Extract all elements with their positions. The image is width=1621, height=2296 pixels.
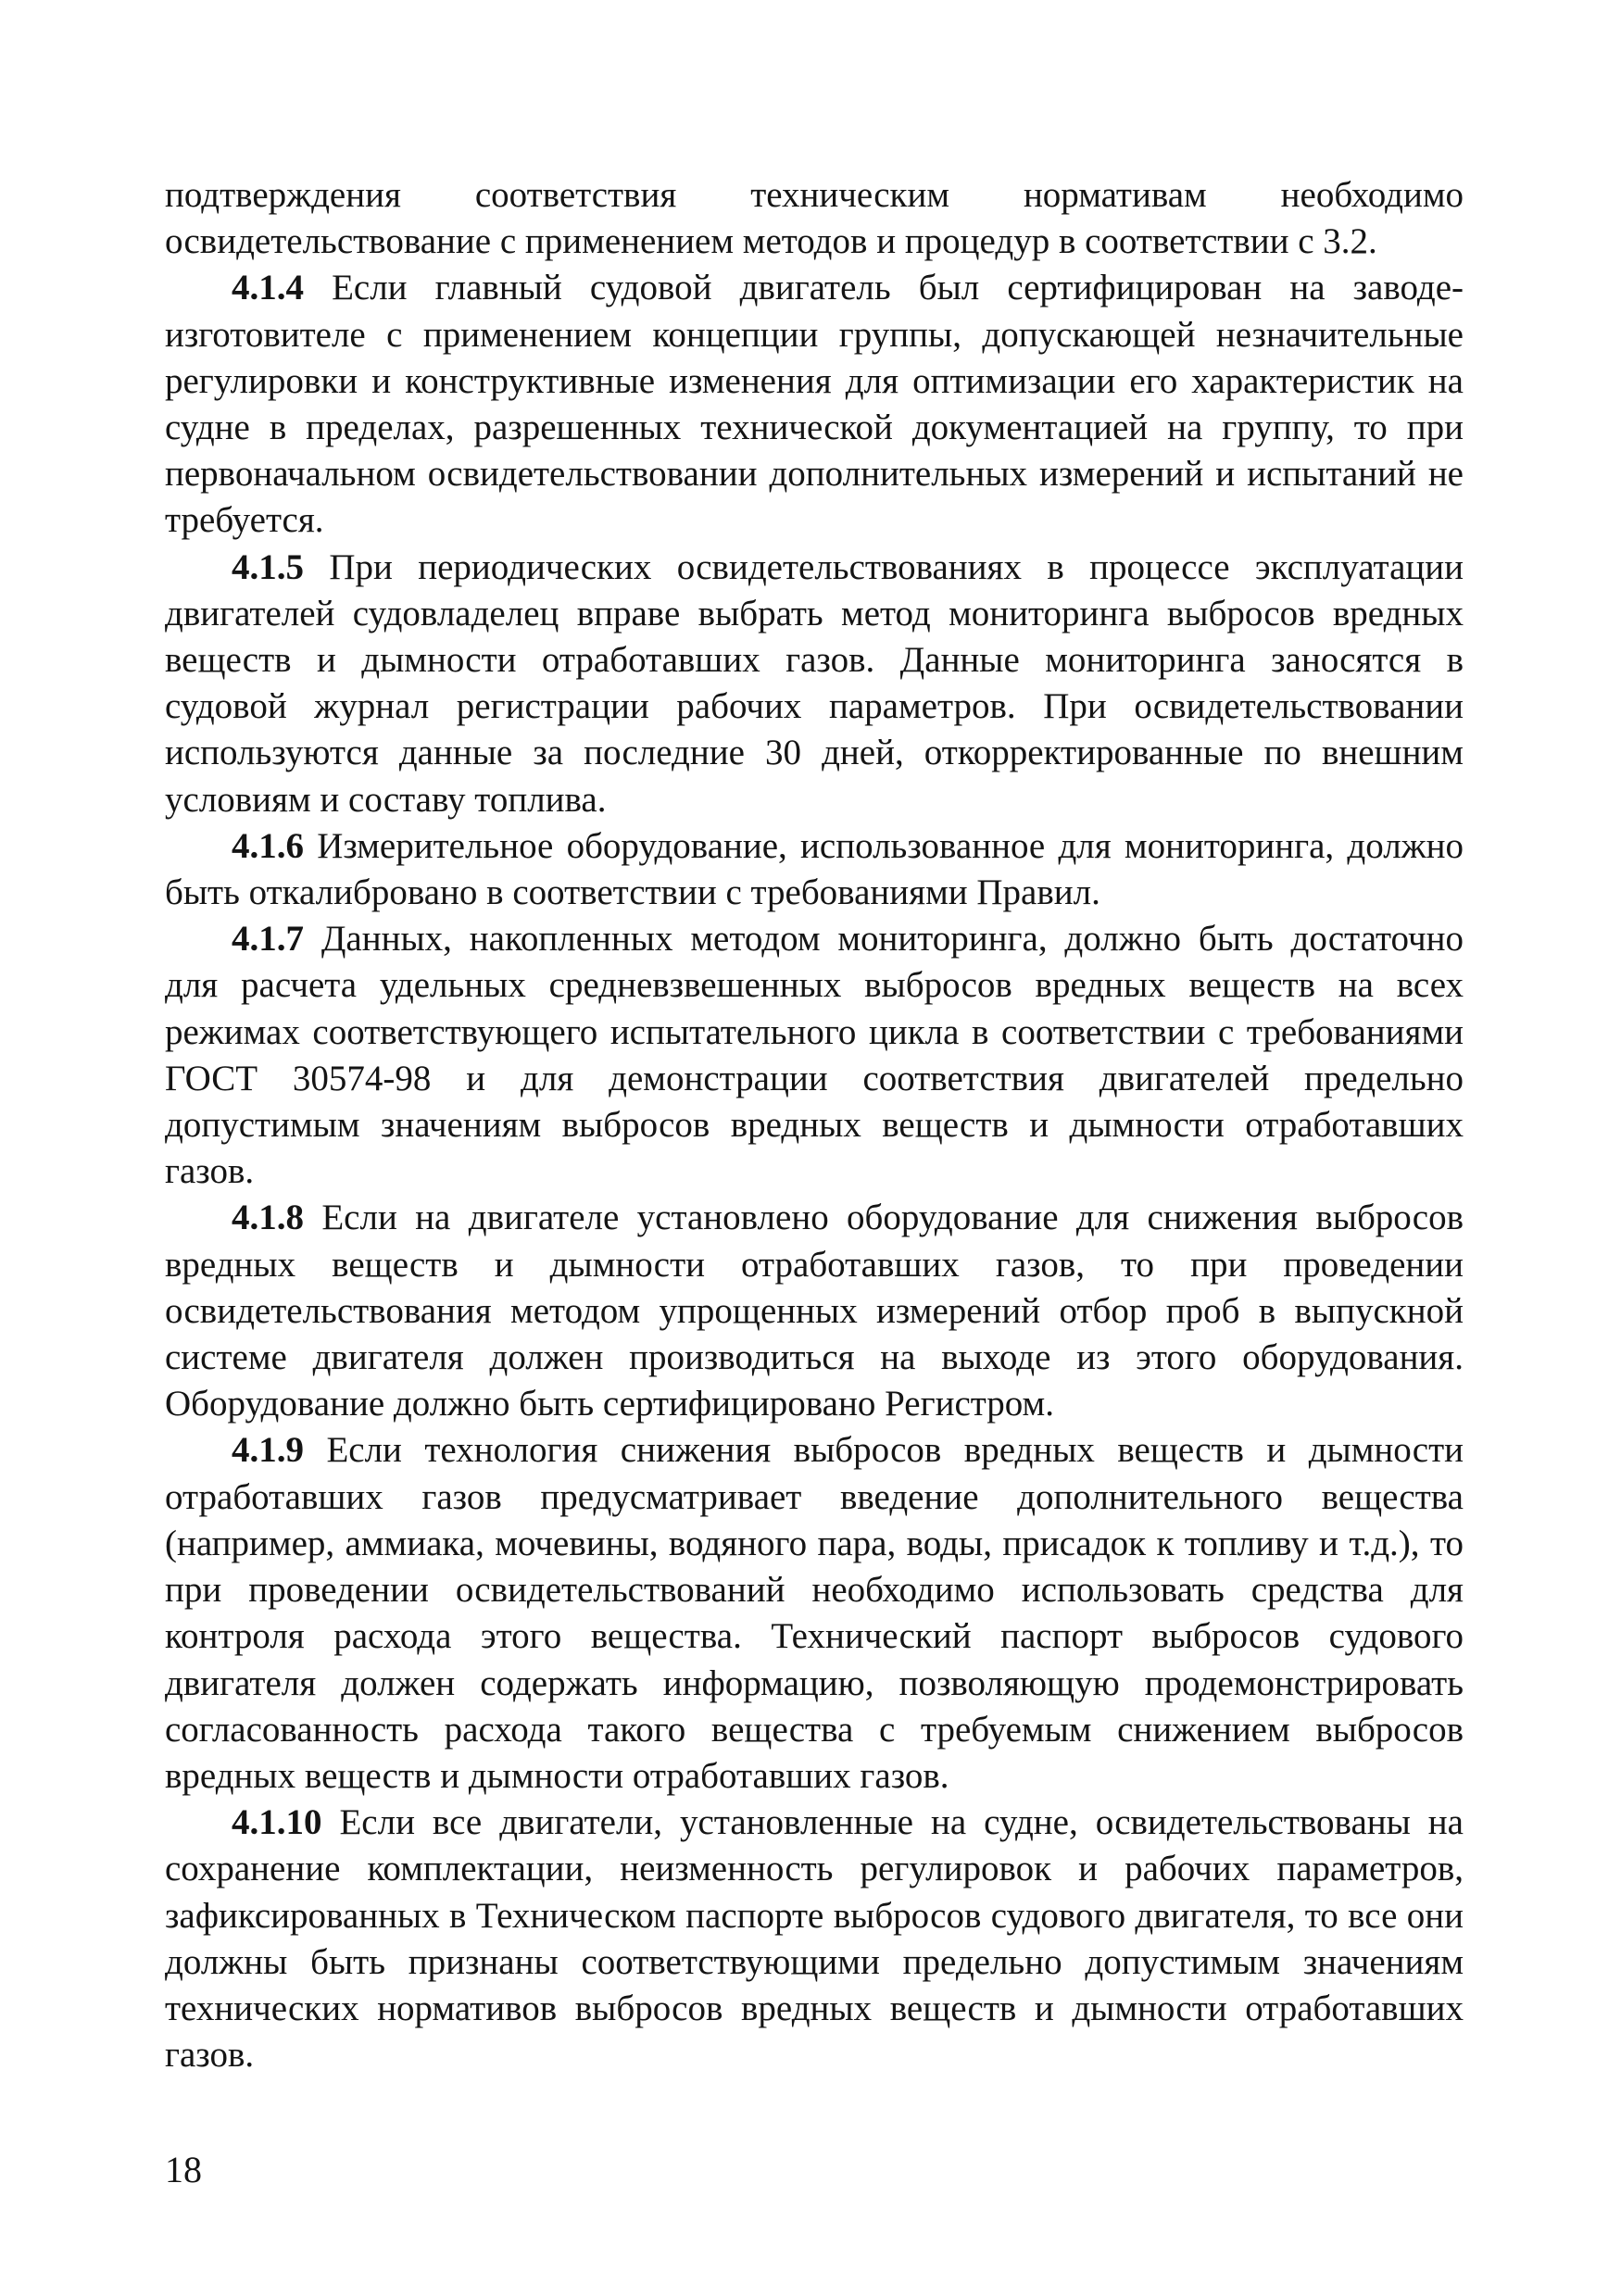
- text-body: [165, 172, 1464, 2078]
- paragraph-continuation: [165, 172, 1464, 265]
- paragraph-4-1-9: [165, 1427, 1464, 1800]
- paragraph-text: При периодических освидетельствованиях в процессе эксплуатации двигателей судовладелец вправе выбрать метод мониторинга выбросов вредных веществ и дымности отработавших газов. Данные мониторинга заносятся в судовой журнал регистрации рабочих параметров. При освидетельствовании используются данные за последние 30 дней, откорректированные по внешним условиям и составу топлива.: [165, 546, 1464, 820]
- paragraph-text: Измерительное оборудование, использованное для мониторинга, должно быть откалибровано в соответствии с требованиями Правил.: [165, 825, 1464, 913]
- page-number: 18: [165, 2149, 202, 2190]
- paragraph-text: Если технология снижения выбросов вредных веществ и дымности отработавших газов предусматривает введение дополнительного вещества (например, аммиака, мочевины, водяного пара, воды, присадок к топливу и т.д.), то при проведении освидетельствований необходимо использовать средства для контроля расхода этого вещества. Технический паспорт выбросов судового двигателя должен содержать информацию, позволяющую продемонстрировать согласованность расхода такого вещества с требуемым снижением выбросов вредных веществ и дымности отработавших газов.: [165, 1430, 1464, 1796]
- paragraph-text: Если все двигатели, установленные на судне, освидетельствованы на сохранение комплектации, неизменность регулировок и рабочих параметров, зафиксированных в Техническом паспорте выбросов судового двигателя, то все они должны быть признаны соответствующими предельно допустимым значениям технических нормативов выбросов вредных веществ и дымности отработавших газов.: [165, 1802, 1464, 2076]
- paragraph-text: Данных, накопленных методом мониторинга, должно быть достаточно для расчета удельных средневзвешенных выбросов вредных веществ на всех режимах соответствующего испытательного цикла в соответствии с требованиями ГОСТ 30574-98 и для демонстрации соответствия двигателей предельно допустимым значениям выбросов вредных веществ и дымности отработавших газов.: [165, 919, 1464, 1192]
- paragraph-4-1-8: [165, 1195, 1464, 1427]
- paragraph-4-1-4: [165, 265, 1464, 544]
- paragraph-text: Если главный судовой двигатель был сертифицирован на заводе-изготовителе с применением концепции группы, допускающей незначительные регулировки и конструктивные изменения для оптимизации его характеристик на судне в пределах, разрешенных технической документацией на группу, то при первоначальном освидетельствовании дополнительных измерений и испытаний не требуется.: [165, 268, 1464, 541]
- clause-number: 4.1.4: [232, 268, 304, 308]
- clause-number: 4.1.8: [232, 1198, 304, 1238]
- paragraph-text: Если на двигателе установлено оборудование для снижения выбросов вредных веществ и дымности отработавших газов, то при проведении освидетельствования методом упрощенных измерений отбор проб в выпускной системе двигателя должен производиться на выходе из этого оборудования. Оборудование должно быть сертифицировано Регистром.: [165, 1198, 1464, 1424]
- paragraph-4-1-5: [165, 545, 1464, 823]
- clause-number: 4.1.10: [232, 1802, 322, 1843]
- clause-number: 4.1.5: [232, 546, 304, 587]
- paragraph-4-1-6: [165, 823, 1464, 916]
- clause-number: 4.1.6: [232, 825, 304, 866]
- clause-number: 4.1.7: [232, 919, 304, 960]
- clause-number: 4.1.9: [232, 1430, 304, 1471]
- paragraph-4-1-7: [165, 916, 1464, 1195]
- paragraph-text: подтверждения соответствия техническим нормативам необходимо освидетельствование с применением методов и процедур в соответствии с 3.2.: [165, 175, 1464, 262]
- paragraph-4-1-10: [165, 1800, 1464, 2078]
